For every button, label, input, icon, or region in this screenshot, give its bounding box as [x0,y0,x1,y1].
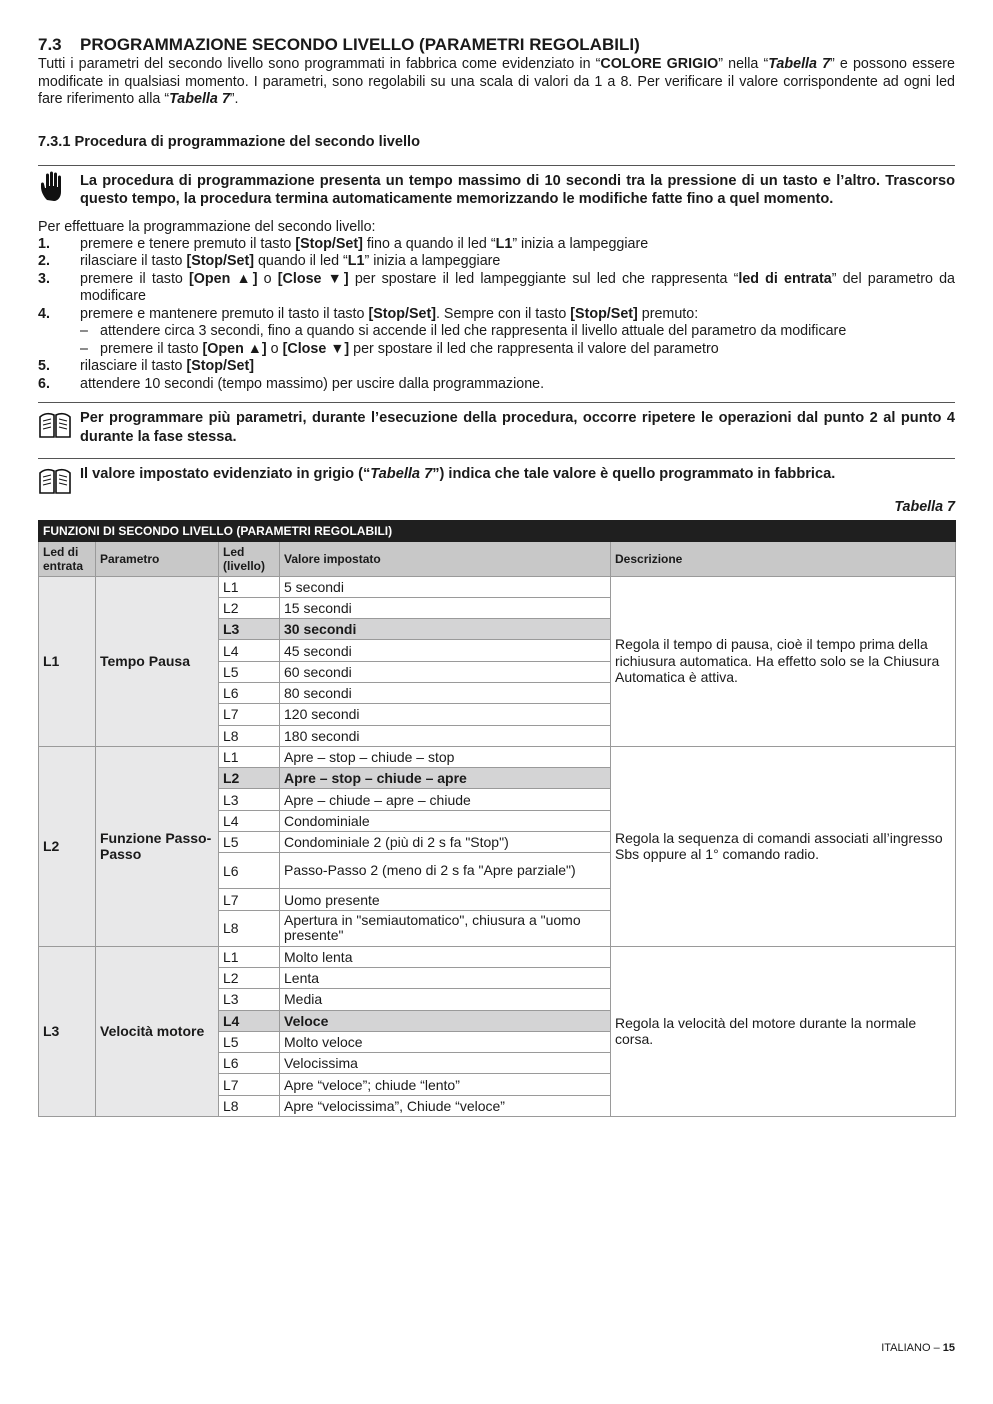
cell-led-livello: L6 [219,682,280,703]
info-note-grey-value [38,458,955,484]
cell-valore: Velocissima [280,1053,611,1074]
cell-valore: Molto veloce [280,1031,611,1052]
cell-led-livello: L8 [219,1095,280,1116]
hand-stop-icon [38,170,72,204]
group-led-entrata: L1 [39,576,96,746]
step-4-sub-a: – attendere circa 3 secondi, fino a quando si accende il led che rappresenta il livello attuale del parametro da modificare [80,323,847,339]
cell-led-livello: L8 [219,910,280,946]
table-row [39,946,956,967]
step-2: 2. rilasciare il tasto [Stop/Set] quando il led “L1” inizia a lampeggiare [38,253,501,269]
info-text-multiple-params: Per programmare più parametri, durante l’esecuzione della procedura, occorre ripetere le operazioni dal punto 2 al punto 4 durante la fase stessa. [80,410,955,445]
page-footer: ITALIANO – 15 [881,1342,955,1354]
header-parametro: Parametro [96,541,219,576]
group-parametro: Funzione Passo-Passo [96,746,219,946]
cell-valore: Apre – stop – chiude – apre [280,768,611,789]
cell-valore: 180 secondi [280,725,611,746]
cell-valore: Apre – chiude – apre – chiude [280,789,611,810]
cell-valore: Condominiale [280,810,611,831]
step-1: 1. premere e tenere premuto il tasto [Stop/Set] fino a quando il led “L1” inizia a lampeggiare [38,235,649,252]
cell-led-livello: L1 [219,746,280,767]
book-icon [38,465,72,499]
warning-text: La procedura di programmazione presenta un tempo massimo di 10 secondi tra la pressione di un tasto e l’altro. Trascorso questo tempo, la procedura termina automaticamente memorizzando le modifiche fatte fino a quel momento. [80,172,955,207]
table-row [39,746,956,767]
cell-led-livello: L4 [219,810,280,831]
group-descrizione: Regola la velocità del motore durante la normale corsa. [611,946,956,1116]
cell-led-livello: L3 [219,619,280,640]
header-led-entrata: Led di entrata [39,541,96,576]
steps-intro: Per effettuare la programmazione del secondo livello: [38,218,376,235]
cell-led-livello: L4 [219,640,280,661]
cell-valore: Apre “velocissima”, Chiude “veloce” [280,1095,611,1116]
step-4-sub-b: – premere il tasto [Open ▲] o [Close ▼] per spostare il led che rappresenta il valore del parametro [80,340,719,357]
step-5: 5. rilasciare il tasto [Stop/Set] [38,358,254,374]
cell-led-livello: L3 [219,789,280,810]
section-intro: Tutti i parametri del secondo livello sono programmati in fabbrica come evidenziato in “COLORE GRIGIO” nella “Tabella 7” e possono essere modificate in qualsiasi momento. I parametri, sono regolabili su una scala di valori da 1 a 8. Per verificare il valore corrispondente ad ogni led fare riferimento alla “Tabella 7”. [38,56,955,107]
cell-led-livello: L2 [219,597,280,618]
header-descrizione: Descrizione [611,541,956,576]
cell-valore: 120 secondi [280,704,611,725]
group-led-entrata: L3 [39,946,96,1116]
group-parametro: Velocità motore [96,946,219,1116]
step-3: 3. premere il tasto [Open ▲] o [Close ▼] per spostare il led lampeggiante sul led che rappresenta “led di entrata” del parametro da modificare [38,270,956,304]
cell-led-livello: L2 [219,768,280,789]
cell-valore: 80 secondi [280,682,611,703]
warning-note [38,165,955,209]
cell-led-livello: L2 [219,967,280,988]
cell-led-livello: L7 [219,1074,280,1095]
cell-valore: Veloce [280,1010,611,1031]
cell-led-livello: L3 [219,989,280,1010]
cell-led-livello: L4 [219,1010,280,1031]
table-caption: FUNZIONI DI SECONDO LIVELLO (PARAMETRI REGOLABILI) [39,520,956,541]
table-label: Tabella 7 [894,498,955,515]
cell-valore: Media [280,989,611,1010]
cell-valore: Condominiale 2 (più di 2 s fa "Stop") [280,832,611,853]
header-valore: Valore impostato [280,541,611,576]
cell-led-livello: L6 [219,853,280,889]
cell-led-livello: L7 [219,704,280,725]
group-descrizione: Regola la sequenza di comandi associati all’ingresso Sbs oppure al 1° comando radio. [611,746,956,946]
group-parametro: Tempo Pausa [96,576,219,746]
step-6: 6. attendere 10 secondi (tempo massimo) per uscire dalla programmazione. [38,375,545,392]
cell-led-livello: L5 [219,832,280,853]
step-4: 4. premere e mantenere premuto il tasto il tasto [Stop/Set]. Sempre con il tasto [Stop/Set] premuto: [38,305,699,322]
group-led-entrata: L2 [39,746,96,946]
cell-valore: Apertura in "semiautomatico", chiusura a "uomo presente" [280,910,611,946]
header-led-livello: Led (livello) [219,541,280,576]
info-note-multiple-params [38,402,955,446]
book-icon [38,409,72,443]
cell-valore: Uomo presente [280,889,611,910]
cell-led-livello: L5 [219,1031,280,1052]
table-row [39,576,956,597]
group-descrizione: Regola il tempo di pausa, cioè il tempo prima della richiusura automatica. Ha effetto solo se la Chiusura Automatica è attiva. [611,576,956,746]
info-text-grey-value: Il valore impostato evidenziato in grigio (“Tabella 7”) indica che tale valore è quello programmato in fabbrica. [80,466,836,482]
cell-valore: Molto lenta [280,946,611,967]
cell-valore: Apre – stop – chiude – stop [280,746,611,767]
cell-valore: Lenta [280,967,611,988]
cell-led-livello: L1 [219,576,280,597]
cell-led-livello: L5 [219,661,280,682]
section-title: 7.3 PROGRAMMAZIONE SECONDO LIVELLO (PARAMETRI REGOLABILI) [38,35,640,54]
cell-valore: Passo-Passo 2 (meno di 2 s fa "Apre parziale") [280,853,611,889]
subsection-title: 7.3.1 Procedura di programmazione del secondo livello [38,133,420,150]
cell-valore: 5 secondi [280,576,611,597]
cell-led-livello: L6 [219,1053,280,1074]
cell-valore: Apre “veloce”; chiude “lento” [280,1074,611,1095]
cell-valore: 45 secondi [280,640,611,661]
cell-led-livello: L8 [219,725,280,746]
manual-page [38,34,955,1117]
cell-valore: 30 secondi [280,619,611,640]
cell-valore: 15 secondi [280,597,611,618]
cell-led-livello: L1 [219,946,280,967]
parameters-table [38,520,956,1118]
cell-led-livello: L7 [219,889,280,910]
cell-valore: 60 secondi [280,661,611,682]
